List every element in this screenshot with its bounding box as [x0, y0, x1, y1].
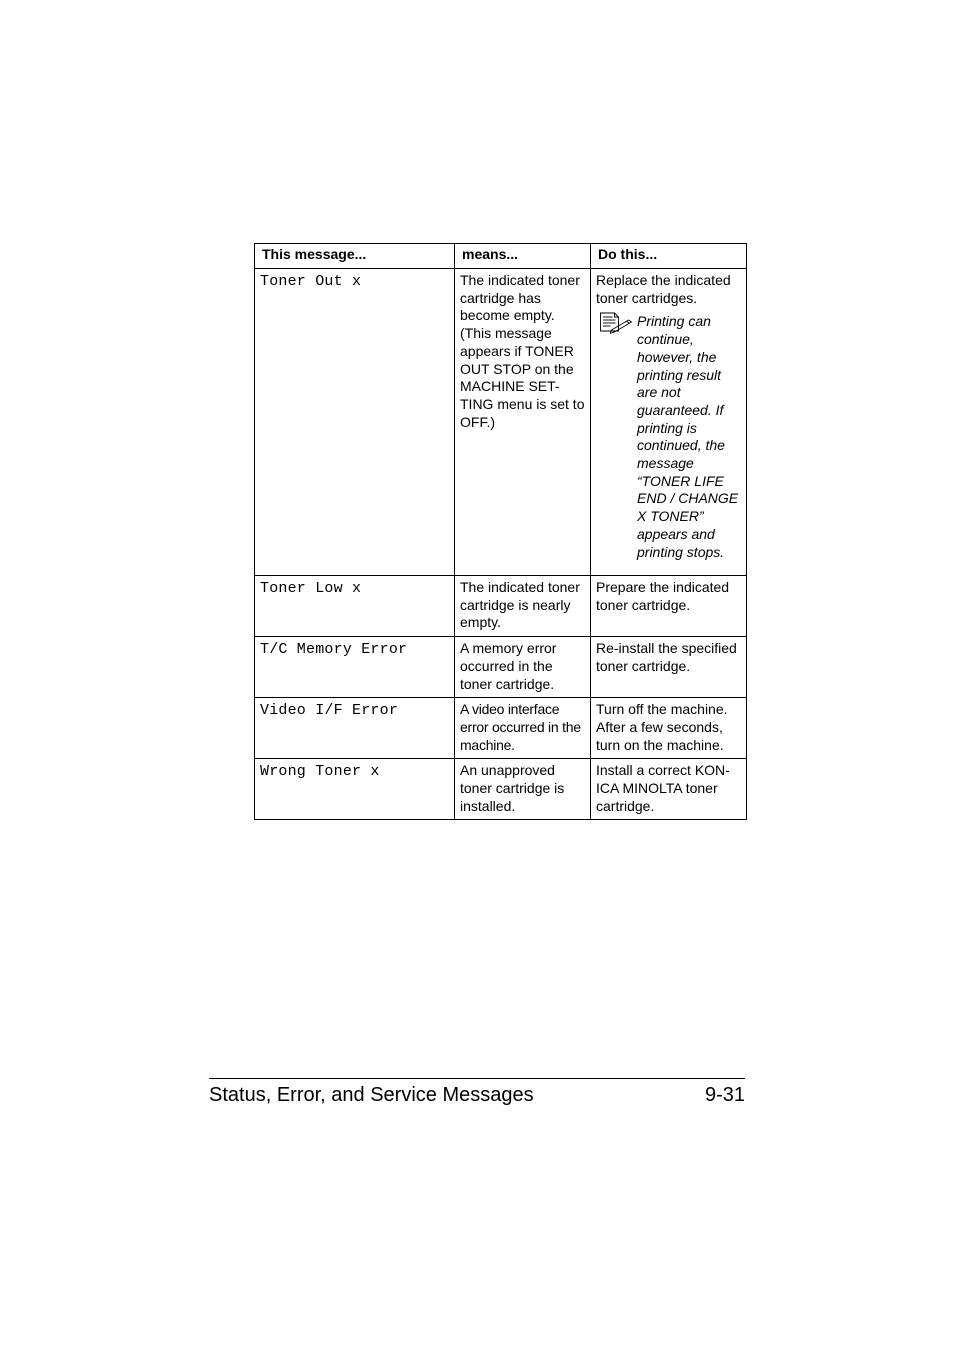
- header-action: Do this...: [591, 244, 747, 269]
- footer-section-title: Status, Error, and Service Messages: [209, 1084, 534, 1106]
- message-action: Re-install the specified toner cartridge.: [591, 637, 747, 698]
- message-action: Turn off the machine. After a few seconds, turn on the machine.: [591, 698, 747, 759]
- messages-table: [254, 243, 747, 820]
- note-pencil-icon: [596, 311, 637, 335]
- message-code: Video I/F Error: [255, 698, 455, 759]
- message-code: Toner Low x: [255, 576, 455, 637]
- message-meaning: A video interface error occurred in the machine.: [455, 698, 591, 759]
- table-row: [255, 698, 747, 759]
- message-action: Install a correct KON-ICA MINOLTA toner cartridge.: [591, 759, 747, 820]
- footer-page-number: 9-31: [704, 1084, 745, 1106]
- table-row: [255, 576, 747, 637]
- message-action-cell: [591, 269, 747, 576]
- message-meaning: The indicated toner cartridge has become empty. (This message appears if TONER OUT STOP on the MACHINE SET-TING menu is set to OFF.): [455, 269, 591, 576]
- message-code: T/C Memory Error: [255, 637, 455, 698]
- message-action: Replace the indicated toner cartridges.: [596, 272, 731, 306]
- message-meaning: A memory error occurred in the toner cartridge.: [455, 637, 591, 698]
- table-row: [255, 269, 747, 576]
- message-action: Prepare the indicated toner cartridge.: [591, 576, 747, 637]
- table-header-row: [255, 244, 747, 269]
- header-message: This message...: [255, 244, 455, 269]
- message-meaning: An unapproved toner cartridge is installed.: [455, 759, 591, 820]
- note-block: [596, 313, 742, 561]
- table-row: [255, 637, 747, 698]
- note-text: Printing can continue, however, the printing result are not guaranteed. If printing is continued, the message “TONER LIFE END / CHANGE X TONER” appears and printing stops.: [637, 313, 739, 560]
- message-code: Wrong Toner x: [255, 759, 455, 820]
- message-meaning: The indicated toner cartridge is nearly empty.: [455, 576, 591, 637]
- footer-divider: [209, 1078, 745, 1079]
- header-means: means...: [455, 244, 591, 269]
- table-row: [255, 759, 747, 820]
- message-code: Toner Out x: [255, 269, 455, 576]
